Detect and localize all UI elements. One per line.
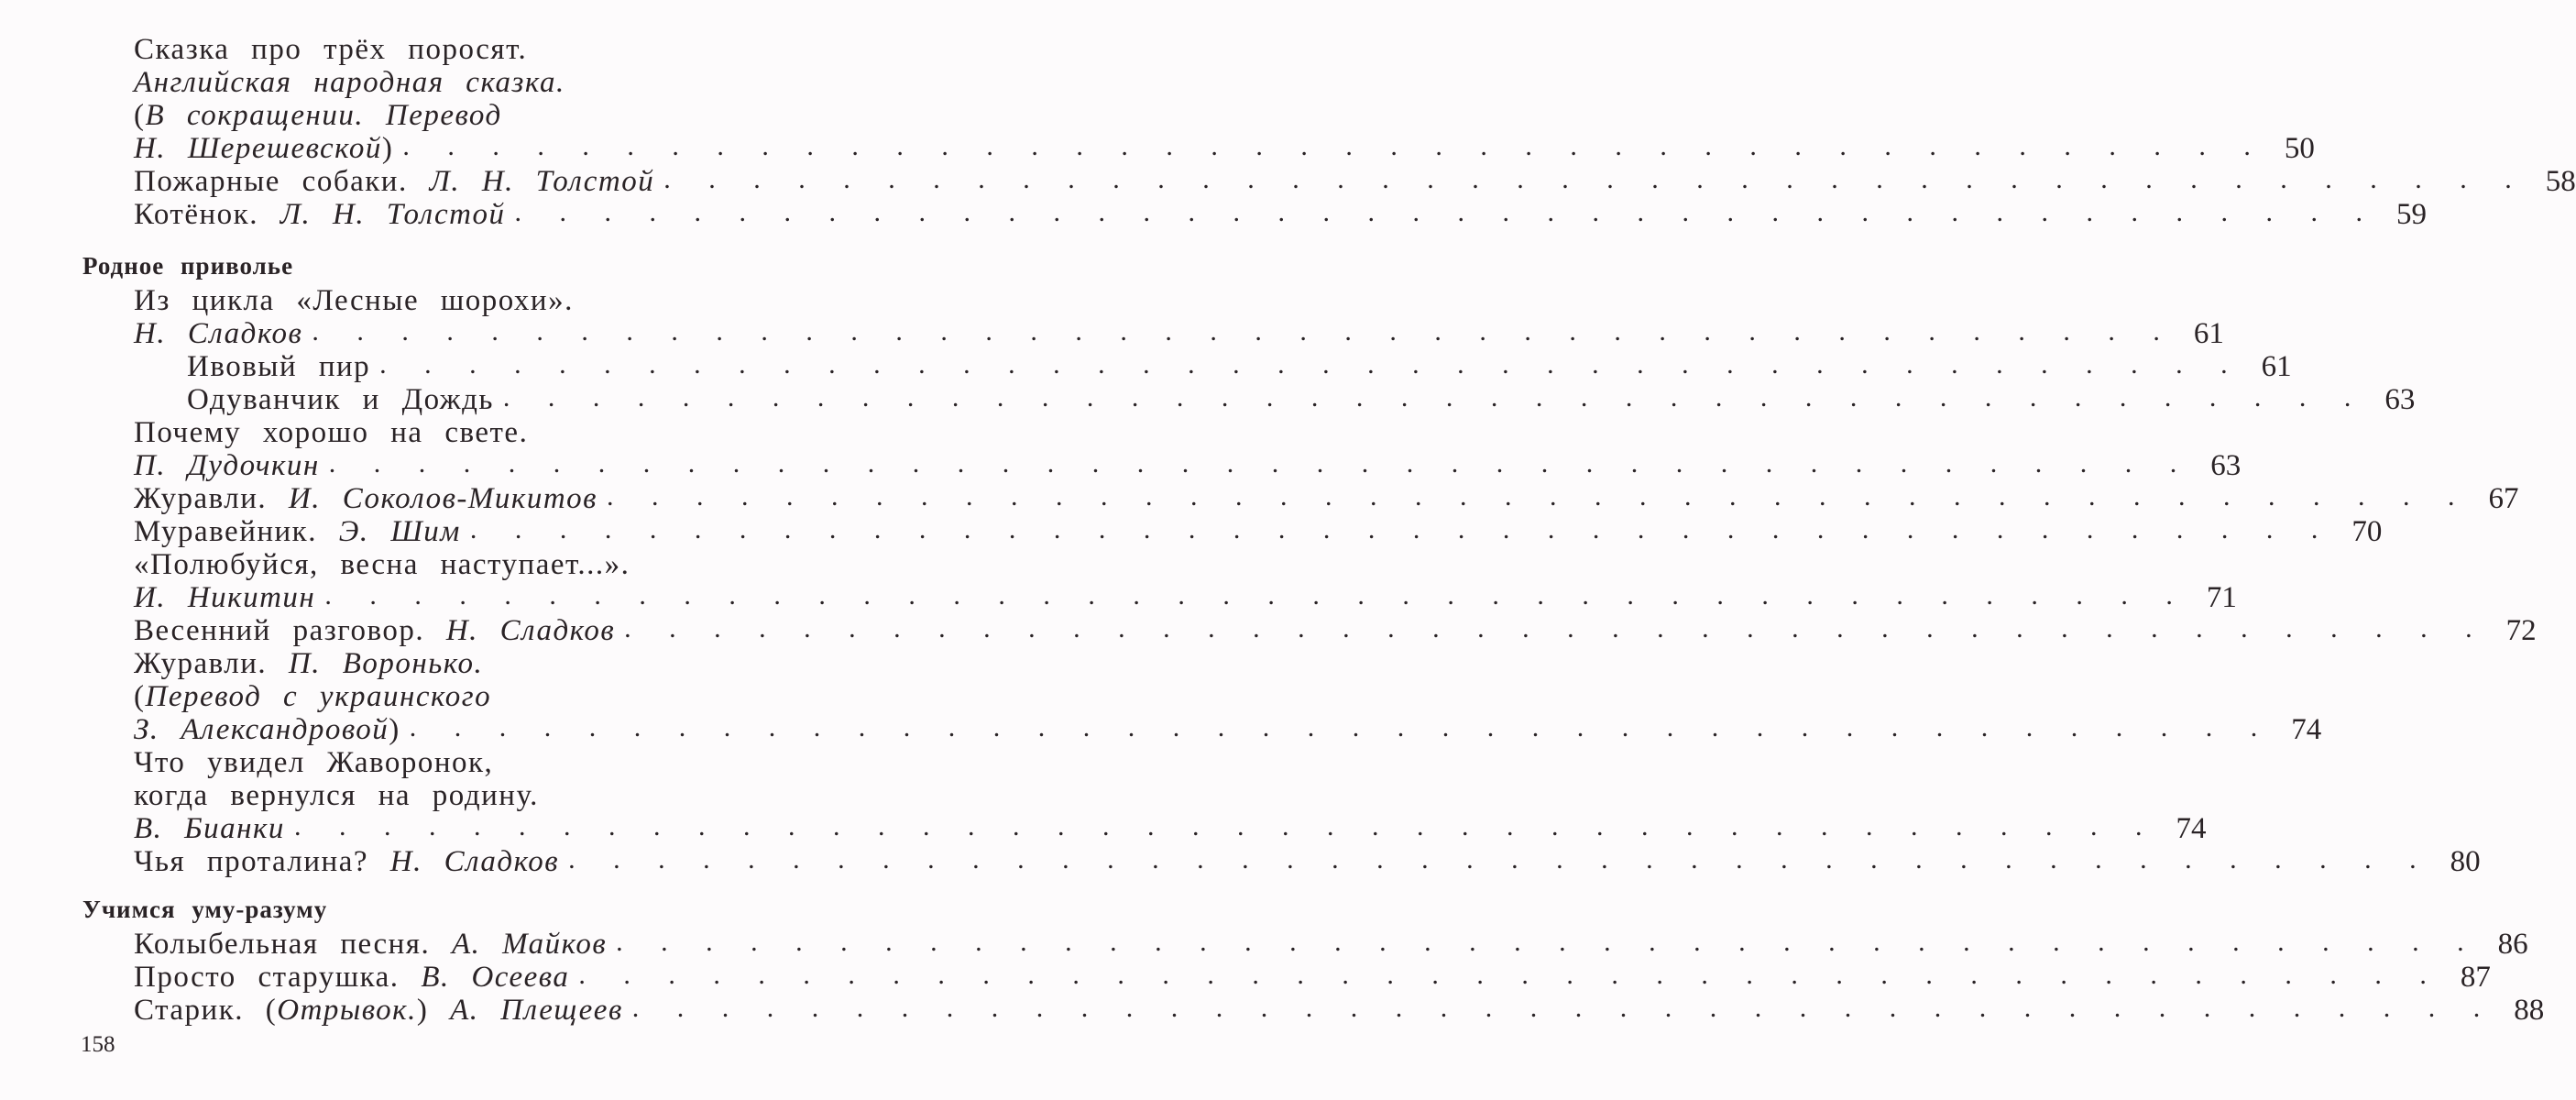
page-number: 61 <box>2193 317 2224 350</box>
page-number: 88 <box>2514 994 2545 1027</box>
section-heading: Учимся уму-разуму <box>82 896 328 923</box>
leader-dots: . . . . . . . . . . . . . . . . . . . . . . . . . . . . . . . . . . . . . . . . . . <box>663 164 2521 194</box>
leader-dots: . . . . . . . . . . . . . . . . . . . . . . . . . . . . . . . . . . . . . . . . . . <box>607 481 2464 512</box>
paren-close: ) <box>381 132 394 165</box>
entry-title: Журавли. <box>134 482 268 515</box>
entry-author: Э. Шим <box>338 515 461 548</box>
section-heading: Родное приволье <box>82 252 294 280</box>
entry-title: Старик. ( <box>134 994 278 1027</box>
entry-author: В. Бианки <box>134 812 285 845</box>
entry-title-line <box>134 746 493 779</box>
toc-entry <box>134 927 2528 961</box>
leader-dots: . . . . . . . . . . . . . . . . . . . . . . . . . . . . . . . . . . . . . . . . . . <box>312 316 2169 346</box>
leader-dots: . . . . . . . . . . . . . . . . . . . . . . . . . . . . . . . . . . . . . . . . . . <box>409 712 2267 742</box>
toc-entry <box>134 481 2519 515</box>
toc-entry <box>134 514 2383 548</box>
entry-title: Сказка про трёх поросят. <box>134 33 528 66</box>
leader-dots: . . . . . . . . . . . . . . . . . . . . . . . . . . . . . . . . . . . . . . . . . . <box>502 382 2361 412</box>
leader-dots: . . . . . . . . . . . . . . . . . . . . . . . . . . . . . . . . . . . . . . . . . . <box>469 514 2328 544</box>
entry-title: Журавли. <box>134 647 268 680</box>
leader-dots: . . . . . . . . . . . . . . . . . . . . . . . . . . . . . . . . . . . . . . . . . . <box>616 927 2473 957</box>
leader-dots: . . . . . . . . . . . . . . . . . . . . . . . . . . . . . . . . . . . . . . . . . . <box>578 960 2436 990</box>
entry-author: И. Соколов-Микитов <box>288 482 598 515</box>
entry-title-line <box>134 647 483 680</box>
page-number: 87 <box>2460 961 2491 994</box>
entry-source: Английская народная сказка. <box>134 66 565 99</box>
page-number: 86 <box>2497 928 2528 961</box>
toc-entry <box>134 164 2576 198</box>
page-number: 74 <box>2176 812 2207 845</box>
page-number: 72 <box>2505 614 2537 647</box>
page-number: 61 <box>2261 350 2292 383</box>
toc-entry <box>134 131 2315 165</box>
page-folio-number: 158 <box>81 1032 115 1057</box>
page-number: 63 <box>2210 449 2242 482</box>
entry-title-line <box>134 548 630 581</box>
leader-dots: . . . . . . . . . . . . . . . . . . . . . . . . . . . . . . . . . . . . . . . . . . <box>324 580 2182 610</box>
toc-entry <box>134 316 2224 350</box>
paren-open: ( <box>134 680 146 713</box>
entry-title-line <box>134 284 574 317</box>
entry-title-line <box>134 416 528 449</box>
entry-title: Весенний разговор. <box>134 614 425 647</box>
toc-subentry <box>187 382 2416 416</box>
leader-dots: . . . . . . . . . . . . . . . . . . . . . . . . . . . . . . . . . . . . . . . . . . <box>631 993 2490 1023</box>
entry-author: А. Майков <box>451 928 608 961</box>
entry-title: Что увидел Жаворонок, <box>134 746 494 779</box>
entry-title: Чья проталина? <box>134 845 368 878</box>
entry-translator: З. Александровой <box>134 713 389 746</box>
leader-dots: . . . . . . . . . . . . . . . . . . . . . . . . . . . . . . . . . . . . . . . . . . <box>293 811 2152 842</box>
entry-note: Отрывок. <box>277 994 417 1027</box>
leader-dots: . . . . . . . . . . . . . . . . . . . . . . . . . . . . . . . . . . . . . . . . . . <box>568 844 2426 874</box>
entry-title: Просто старушка. <box>134 961 400 994</box>
leader-dots: . . . . . . . . . . . . . . . . . . . . . . . . . . . . . . . . . . . . . . . . . . <box>624 613 2482 644</box>
entry-note: Перевод с украинского <box>145 680 492 713</box>
toc-entry <box>134 811 2207 845</box>
entry-author: В. Осеева <box>421 961 570 994</box>
entry-title: Одуванчик и Дождь <box>187 383 494 416</box>
entry-title: «Полюбуйся, весна наступает...». <box>134 548 630 581</box>
leader-dots: . . . . . . . . . . . . . . . . . . . . . . . . . . . . . . . . . . . . . . . . . . <box>514 197 2372 227</box>
entry-title: Муравейник. <box>134 515 317 548</box>
page-number: 71 <box>2206 581 2237 614</box>
entry-author: Н. Сладков <box>445 614 616 647</box>
entry-title: Пожарные собаки. <box>134 165 408 198</box>
toc-entry <box>134 712 2322 746</box>
entry-author: Н. Сладков <box>389 845 560 878</box>
toc-entry <box>134 197 2427 231</box>
entry-title: Ивовый пир <box>187 350 371 383</box>
entry-translator: Н. Шерешевской <box>134 132 382 165</box>
entry-author: А. Плещеев <box>450 994 623 1027</box>
toc-entry <box>134 613 2537 647</box>
entry-author: И. Никитин <box>134 581 316 614</box>
page-number: 58 <box>2545 165 2576 198</box>
page-number: 67 <box>2488 482 2519 515</box>
page-number: 59 <box>2396 198 2427 231</box>
entry-author: Л. Н. Толстой <box>429 165 655 198</box>
entry-title: Из цикла «Лесные шорохи». <box>134 284 574 317</box>
entry-author: П. Дудочкин <box>134 449 320 482</box>
entry-title: Колыбельная песня. <box>134 928 431 961</box>
entry-note: В сокращении. Перевод <box>145 99 502 132</box>
page-number: 70 <box>2351 515 2383 548</box>
leader-dots: . . . . . . . . . . . . . . . . . . . . . . . . . . . . . . . . . . . . . . . . . . <box>328 448 2187 478</box>
entry-author: Н. Сладков <box>134 317 303 350</box>
paren-close: ) <box>416 994 429 1027</box>
entry-author: Л. Н. Толстой <box>280 198 506 231</box>
toc-entry <box>134 844 2481 878</box>
paren-open: ( <box>134 99 146 132</box>
entry-title: Почему хорошо на свете. <box>134 416 529 449</box>
toc-entry <box>134 448 2242 482</box>
entry-source-line <box>134 66 565 99</box>
toc-subentry <box>187 349 2292 383</box>
entry-title-line <box>134 33 527 66</box>
page-number: 63 <box>2384 383 2416 416</box>
leader-dots: . . . . . . . . . . . . . . . . . . . . . . . . . . . . . . . . . . . . . . . . . . <box>379 349 2237 380</box>
toc-entry <box>134 960 2491 994</box>
paren-close: ) <box>389 713 400 746</box>
leader-dots: . . . . . . . . . . . . . . . . . . . . . . . . . . . . . . . . . . . . . . . . . . <box>402 131 2260 161</box>
page-number: 50 <box>2284 132 2315 165</box>
toc-entry <box>134 993 2545 1027</box>
toc-entry <box>134 580 2237 614</box>
entry-title-line <box>134 779 539 812</box>
page-number: 80 <box>2450 845 2481 878</box>
entry-author: П. Воронько. <box>288 647 484 680</box>
entry-note-line <box>134 680 491 713</box>
entry-note-line <box>134 99 502 132</box>
entry-title: когда вернулся на родину. <box>134 779 539 812</box>
entry-title: Котёнок. <box>134 198 258 231</box>
page-number: 74 <box>2291 713 2322 746</box>
